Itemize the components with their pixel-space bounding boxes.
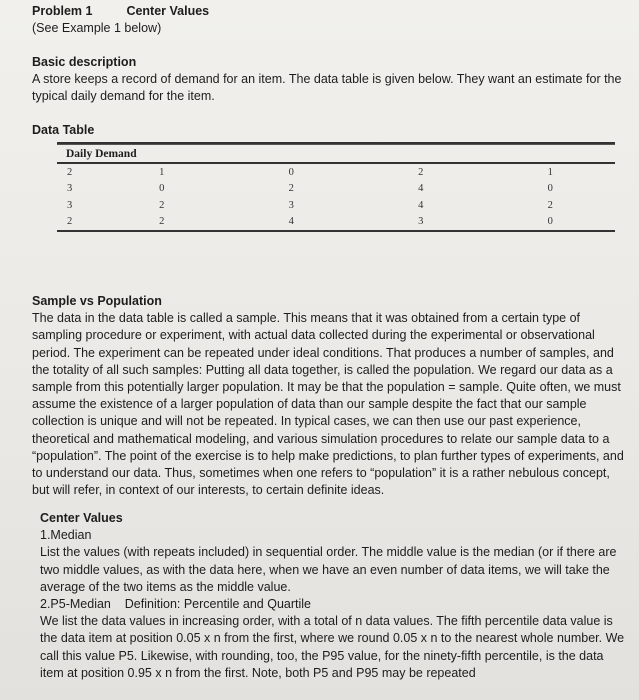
table-cell: 0 bbox=[159, 183, 165, 195]
problem-number: Problem 1 bbox=[32, 4, 93, 18]
sample-text: The data in the data table is called a sample. This means that it was obtained from a certain type of sampling procedure or experiment, with actual data collected during the experimental or observational period. The experiment can be repeated under ideal conditions. That produces a number of samples, and the totality of all such samples: Putting all data together, is called the population. We regard our data as a sample from this potentially larger population. It may be that the population = sample. Quite often, we must assume the existence of a larger population of data than our sample despite the fact that our sample collection is unique and will not be repeated. In typical cases, we can then use our past experience, theoretical and mathematical modeling, and various simulation procedures to relate our sample data to a “population”. The point of the exercise is to help make predictions, to plan further types of experiments, and to understand our data. Thus, sometimes when one refers to “population” it is a rather nebulous concept, but will refer, in context of our interests, to certain definite ideas. bbox=[32, 311, 624, 498]
table-cell: 1 bbox=[547, 166, 553, 178]
sample-title: Sample vs Population bbox=[32, 294, 162, 308]
p5-definition: Definition: Percentile and Quartile bbox=[124, 597, 311, 612]
table-cell: 2 bbox=[159, 199, 165, 211]
table-cell: 0 bbox=[486, 214, 616, 232]
center-values-title: Center Values bbox=[40, 511, 123, 525]
table-cell: 3 bbox=[67, 199, 73, 211]
basic-description-title: Basic description bbox=[32, 55, 137, 69]
data-table bbox=[57, 142, 615, 232]
table-cell: 2 bbox=[288, 183, 294, 195]
basic-description bbox=[32, 54, 627, 106]
p5-text: We list the data values in increasing order, with a total of n data values. The fifth percentile data value is the data item at position 0.05 x n from the first, where we round 0.05 x n to the nearest whole number. We call this value P5. Likewise, with rounding, too, the P95 value, for the ninety-fifth percentile, is the data item at position 0.95 x n from the first. Note, both P5 and P95 may be repeated bbox=[40, 614, 625, 680]
problem-topic: Center Values bbox=[126, 4, 210, 18]
median-heading: 1.Median bbox=[40, 528, 92, 543]
header bbox=[32, 3, 209, 37]
table-cell: 3 bbox=[288, 199, 294, 211]
table-cell: 3 bbox=[67, 183, 73, 195]
table-cell: 0 bbox=[288, 166, 294, 178]
data-table-label: Data Table bbox=[32, 123, 95, 137]
table-cell: 3 bbox=[356, 214, 486, 232]
table-row bbox=[57, 197, 615, 214]
data-table-body bbox=[57, 164, 615, 232]
basic-description-text: A store keeps a record of demand for an item. The data table is given below. They want an estimate for the typical daily demand for the item. bbox=[32, 72, 622, 104]
data-table-label-wrap bbox=[32, 122, 627, 139]
table-cell: 2 bbox=[547, 199, 553, 211]
table-cell: 4 bbox=[227, 214, 357, 232]
table-row bbox=[57, 214, 615, 232]
table-cell: 2 bbox=[97, 214, 227, 232]
sample-vs-population bbox=[32, 293, 627, 499]
table-cell: 4 bbox=[418, 199, 424, 211]
table-cell: 1 bbox=[159, 166, 165, 178]
table-cell: 0 bbox=[547, 183, 553, 195]
table-cell: 4 bbox=[418, 183, 424, 195]
table-row bbox=[57, 164, 615, 181]
table-cell: 2 bbox=[418, 166, 424, 178]
center-values-section bbox=[32, 510, 627, 682]
see-example-note: (See Example 1 below) bbox=[32, 21, 162, 35]
table-row bbox=[57, 181, 615, 198]
data-table-header: Daily Demand bbox=[57, 146, 615, 164]
table-cell: 2 bbox=[67, 166, 73, 178]
median-text: List the values (with repeats included) in sequential order. The middle value is the median (or if there are two middle values, as with the data here, when we have an even number of data items, we will take the average of the two items as the middle value. bbox=[40, 545, 617, 594]
table-cell: 2 bbox=[57, 214, 97, 232]
p5-heading: 2.P5-Median bbox=[40, 597, 111, 612]
